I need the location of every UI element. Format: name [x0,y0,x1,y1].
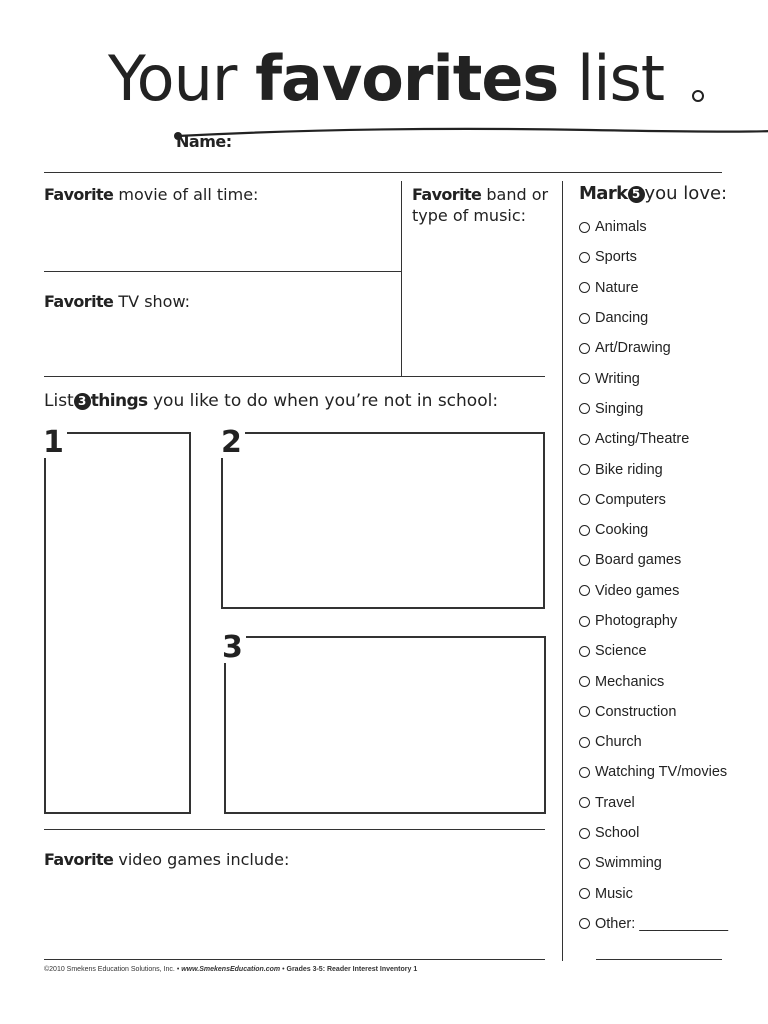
interest-item[interactable]: Photography [579,606,728,636]
interest-item[interactable]: Cooking [579,515,728,545]
title-word-list: list [577,42,665,115]
radio-icon[interactable] [579,676,590,687]
interest-item[interactable]: Acting/Theatre [579,424,728,454]
activity-box-3-number: 3 [219,633,246,663]
radio-icon[interactable] [579,222,590,233]
radio-icon[interactable] [579,494,590,505]
movie-prompt: Favorite movie of all time: [44,185,259,204]
interest-item[interactable]: Church [579,727,728,757]
interest-column-divider [562,181,563,961]
radio-icon[interactable] [579,616,590,627]
radio-icon[interactable] [579,828,590,839]
interest-item[interactable]: Watching TV/movies [579,757,728,787]
footer-divider [44,959,545,960]
interest-item[interactable]: Board games [579,545,728,575]
radio-icon[interactable] [579,555,590,566]
movie-tv-divider [44,271,401,272]
radio-icon[interactable] [579,282,590,293]
interest-item[interactable]: Travel [579,788,728,818]
list-count-badge: 3 [74,393,91,410]
activity-box-1[interactable] [44,432,191,814]
interest-item[interactable]: Bike riding [579,454,728,484]
interest-item[interactable]: Video games [579,576,728,606]
interest-item[interactable]: Swimming [579,848,728,878]
interest-item[interactable]: School [579,818,728,848]
mark-count-badge: 5 [628,186,645,203]
title-word-favorites: favorites [255,42,559,115]
interest-item[interactable]: Mechanics [579,666,728,696]
radio-icon[interactable] [579,434,590,445]
name-label: Name: [176,132,232,151]
interest-item[interactable]: Sports [579,242,728,272]
interest-item[interactable]: Writing [579,363,728,393]
tv-prompt: Favorite TV show: [44,292,191,311]
radio-icon[interactable] [579,706,590,717]
interest-item[interactable]: Nature [579,273,728,303]
activity-box-3[interactable] [224,636,546,814]
radio-icon[interactable] [579,464,590,475]
radio-icon[interactable] [579,525,590,536]
interest-item[interactable]: Dancing [579,303,728,333]
interest-item[interactable]: Science [579,636,728,666]
radio-icon[interactable] [579,373,590,384]
radio-icon[interactable] [579,646,590,657]
radio-icon[interactable] [579,797,590,808]
list-things-prompt: List 3 things you like to do when you’re not in school: [44,391,499,411]
activity-box-2-number: 2 [218,428,245,458]
interest-list [579,212,728,939]
interest-item[interactable]: Music [579,879,728,909]
title-word-your: Your [108,42,237,115]
movie-band-divider [401,181,402,376]
radio-icon[interactable] [579,918,590,929]
video-games-prompt: Favorite video games include: [44,850,290,869]
video-games-divider [44,829,545,830]
other-continuation-line[interactable] [596,959,722,960]
radio-icon[interactable] [579,888,590,899]
favorites-list-divider [44,376,545,377]
interest-item[interactable]: Art/Drawing [579,333,728,363]
activity-box-1-number: 1 [40,428,67,458]
band-prompt: Favorite band or type of music: [412,185,549,225]
activity-box-2[interactable] [221,432,545,609]
mark-header: Mark 5 you love: [579,183,728,204]
interest-item[interactable]: Animals [579,212,728,242]
interest-item[interactable]: Singing [579,394,728,424]
radio-icon[interactable] [579,858,590,869]
title-swoosh-loop [560,0,720,124]
radio-icon[interactable] [579,313,590,324]
radio-icon[interactable] [579,343,590,354]
interest-item[interactable]: Other: ___________ [579,909,728,939]
name-divider [44,172,722,173]
footer: ©2010 Smekens Education Solutions, Inc. • www.SmekensEducation.com • Grades 3-5: Reader Interest Inventory 1 [44,966,418,973]
title-swoosh-decoration [170,124,768,144]
radio-icon[interactable] [579,252,590,263]
radio-icon[interactable] [579,767,590,778]
radio-icon[interactable] [579,585,590,596]
radio-icon[interactable] [579,403,590,414]
interest-item[interactable]: Computers [579,485,728,515]
radio-icon[interactable] [579,737,590,748]
interest-item[interactable]: Construction [579,697,728,727]
